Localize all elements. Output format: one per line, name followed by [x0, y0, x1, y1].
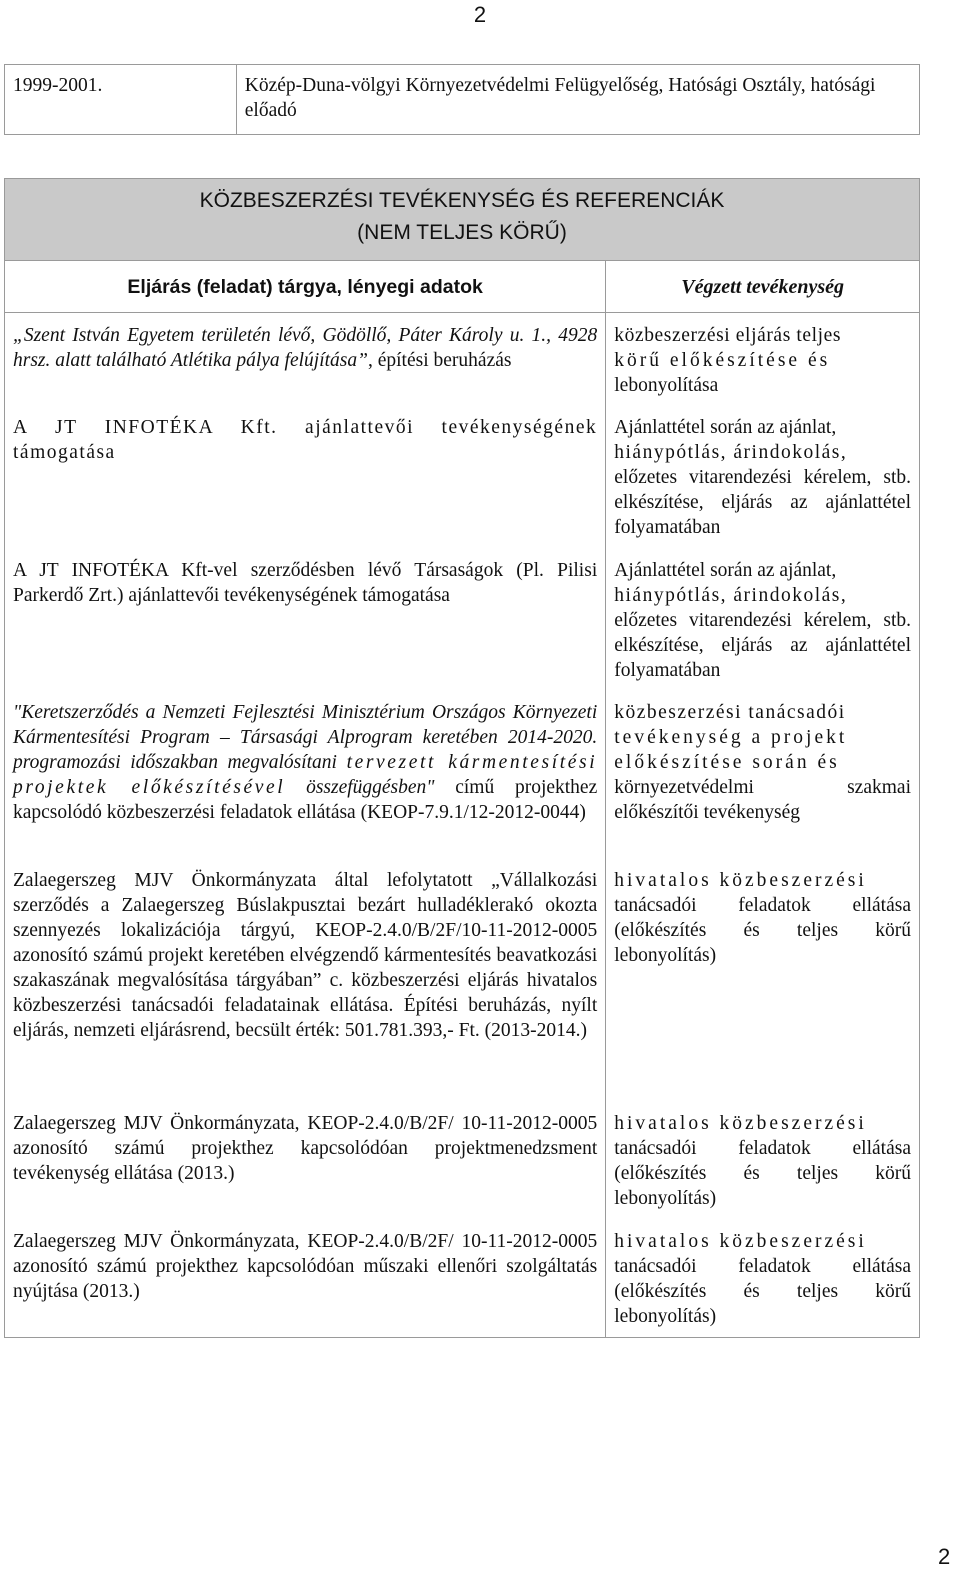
activity-3-line2: hiánypótlás, árindokolás, [614, 585, 848, 606]
subject-4-text: című projekthez kapcsolódó közbeszerzési feladatok ellátása (KEOP-7.9.1/12-2012-0044) [13, 777, 598, 823]
references-title-line1: KÖZBESZERZÉSI TEVÉKENYSÉG ÉS REFERENCIÁK [199, 189, 725, 212]
reference-activity-1 [614, 323, 911, 415]
reference-activity-5 [614, 868, 911, 1111]
subject-1-title: „Szent István Egyetem területén lévő, Gödöllő, Páter Károly u. 1., 4928 hrsz. alatt található Atlétika pálya felújítása” [13, 325, 598, 371]
subject-2-text: A JT INFOTÉKA Kft. ajánlattevői tevékenységének támogatása [13, 417, 598, 463]
reference-subject-7 [13, 1229, 597, 1329]
references-title-line2: (NEM TELJES KÖRŰ) [357, 221, 567, 244]
activity-2-line3: előzetes vitarendezési kérelem, stb. elkészítése, eljárás az ajánlattétel folyamatában [614, 467, 911, 538]
activities-column [606, 313, 920, 1338]
activity-4-line4: környezetvédelmi szakmai előkészítői tevékenység [614, 777, 911, 823]
references-title [5, 179, 920, 261]
activity-2-line1: Ajánlattétel során az ajánlat, [614, 417, 837, 438]
page-number-top: 2 [473, 2, 487, 27]
subject-3-text: A JT INFOTÉKA Kft-vel szerződésben lévő Társaságok (Pl. Pilisi Parkerdő Zrt.) ajánlattevői tevékenységének támogatása [13, 560, 598, 606]
activity-4-line1: közbeszerzési tanácsadói [614, 702, 846, 723]
career-position: Közép-Duna-völgyi Környezetvédelmi Felügyelőség, Hatósági Osztály, hatósági előadó [236, 65, 919, 135]
reference-activity-4 [614, 700, 911, 868]
activity-4-line2: tevékenység a projekt [614, 727, 848, 748]
reference-subject-5 [13, 868, 597, 1111]
subject-6-text: Zalaegerszeg MJV Önkormányzata, KEOP-2.4.0/B/2F/ 10-11-2012-0005 azonosító számú projekthez kapcsolódóan projektmenedzsment tevékenység ellátása (2013.) [13, 1113, 598, 1184]
reference-activity-6 [614, 1111, 911, 1229]
activity-1-line1: közbeszerzési eljárás teljes [614, 325, 842, 346]
subject-5-text: Zalaegerszeg MJV Önkormányzata által lefolytatott „Vállalkozási szerződés a Zalaegerszeg Búslakpusztai bezárt hulladéklerakó okozta szennyezés lokalizációja tárgyú, KEOP-2.4.0/B/2F/10-11-2012-0005 azonosító számú projekt keretében elvégzendő kármentesítés beavatkozási szakaszának megvalósítása tárgyában” c. közbeszerzési eljárás hivatalos közbeszerzési tanácsadói feladatainak ellátása. Építési beruházás, nyílt eljárás, nemzeti eljárásrend, becsült érték: 501.781.393,- Ft. (2013-2014.) [13, 870, 598, 1041]
reference-activity-7 [614, 1229, 911, 1329]
activity-1-line2: körű előkészítése és [614, 350, 831, 371]
reference-activity-2 [614, 415, 911, 558]
activity-1-line3: lebonyolítása [614, 375, 719, 396]
career-period: 1999-2001. [5, 65, 237, 135]
reference-subject-4 [13, 700, 597, 868]
page-number-bottom: 2 [938, 1544, 951, 1569]
column-header-activity: Végzett tevékenység [606, 261, 920, 313]
activity-5-line1: hivatalos közbeszerzési [614, 870, 867, 891]
subject-1-type: , építési beruházás [367, 350, 512, 371]
subject-4-title-a: "Keretszerződés a Nemzeti Fejlesztési Minisztérium Országos Környezeti Kármentesítési Program – Társasági Alprogram keretében 2014-2020. programozási időszakban megvalósítani [13, 702, 598, 773]
reference-subject-3 [13, 558, 597, 700]
reference-subject-1 [13, 323, 597, 415]
activity-4-line3: előkészítése során és [614, 752, 840, 773]
subjects-column [5, 313, 606, 1338]
subject-7-text: Zalaegerszeg MJV Önkormányzata, KEOP-2.4.0/B/2F/ 10-11-2012-0005 azonosító számú projekthez kapcsolódóan műszaki ellenőri szolgáltatás nyújtása (2013.) [13, 1231, 598, 1302]
subject-4-title-c: összefüggésben" [306, 777, 435, 798]
activity-3-line3: előzetes vitarendezési kérelem, stb. elkészítése, eljárás az ajánlattétel folyamatában [614, 610, 911, 681]
reference-subject-6 [13, 1111, 597, 1229]
subject-4-title-b: tervezett kármentesítési projektek előkészítésével [13, 752, 598, 798]
activity-6-line2: tanácsadói feladatok ellátása (előkészítés és teljes körű lebonyolítás) [614, 1138, 911, 1209]
activity-5-line2: tanácsadói feladatok ellátása (előkészítés és teljes körű lebonyolítás) [614, 895, 911, 966]
activity-7-line2: tanácsadói feladatok ellátása (előkészítés és teljes körű lebonyolítás) [614, 1256, 911, 1327]
activity-3-line1: Ajánlattétel során az ajánlat, [614, 560, 837, 581]
career-row [5, 65, 920, 135]
career-table [4, 64, 920, 135]
activity-7-line1: hivatalos közbeszerzési [614, 1231, 867, 1252]
activity-6-line1: hivatalos közbeszerzési [614, 1113, 867, 1134]
activity-2-line2: hiánypótlás, árindokolás, [614, 442, 848, 463]
reference-activity-3 [614, 558, 911, 700]
column-header-subject: Eljárás (feladat) tárgya, lényegi adatok [5, 261, 606, 313]
references-table [4, 178, 920, 1338]
reference-subject-2 [13, 415, 597, 558]
